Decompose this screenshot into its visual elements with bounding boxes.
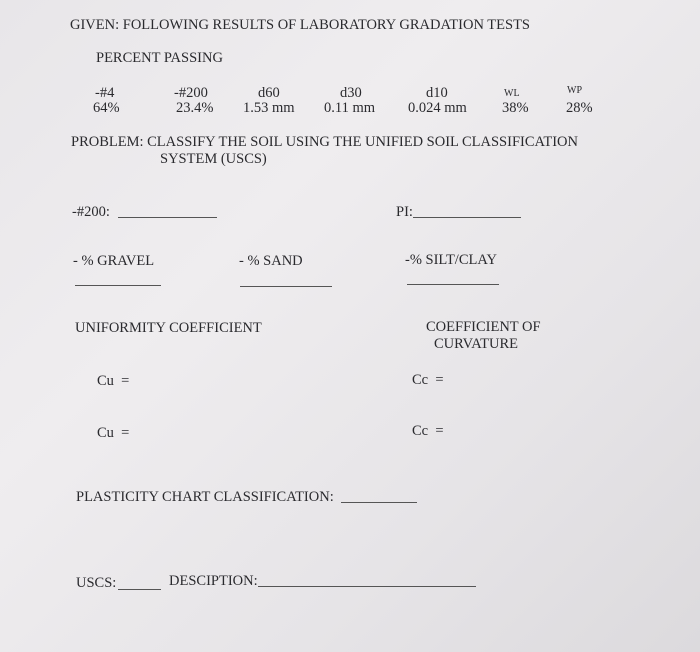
minus200-field-label: -#200:	[72, 204, 110, 220]
description-answer-line[interactable]	[258, 586, 476, 587]
sand-field-label: - % SAND	[239, 253, 303, 269]
given-wp-value: 28%	[566, 100, 593, 116]
problem-statement-line2: SYSTEM (USCS)	[160, 151, 267, 167]
sand-answer-line[interactable]	[240, 286, 332, 287]
pi-answer-line[interactable]	[413, 217, 521, 218]
curvature-heading-line2: CURVATURE	[434, 336, 518, 352]
given-wl-value: 38%	[502, 100, 529, 116]
given-d30-label: d30	[340, 85, 362, 101]
silt-clay-field-label: -% SILT/CLAY	[405, 252, 497, 268]
given-minus200-label: -#200	[174, 85, 208, 101]
given-d10-label: d10	[426, 85, 448, 101]
given-d60-label: d60	[258, 85, 280, 101]
given-d30-value: 0.11 mm	[324, 100, 376, 116]
gravel-answer-line[interactable]	[75, 285, 161, 286]
given-minus200-value: 23.4%	[176, 100, 214, 116]
silt-clay-answer-line[interactable]	[407, 284, 499, 285]
given-minus4-value: 64%	[93, 100, 120, 116]
uniformity-coefficient-heading: UNIFORMITY COEFFICIENT	[75, 320, 262, 336]
uscs-answer-line[interactable]	[118, 589, 161, 590]
worksheet-title: GIVEN: FOLLOWING RESULTS OF LABORATORY GRADATION TESTS	[70, 17, 530, 33]
plasticity-chart-label: PLASTICITY CHART CLASSIFICATION:	[76, 489, 334, 505]
plasticity-answer-line[interactable]	[341, 502, 417, 503]
given-minus4-label: -#4	[95, 85, 115, 101]
cu-field-2: Cu =	[97, 425, 130, 441]
given-wp-label: WP	[567, 85, 582, 96]
cu-field-1: Cu =	[97, 373, 130, 389]
problem-statement-line1: PROBLEM: CLASSIFY THE SOIL USING THE UNIFIED SOIL CLASSIFICATION	[71, 134, 578, 150]
cc-field-1: Cc =	[412, 372, 444, 388]
curvature-heading-line1: COEFFICIENT OF	[426, 319, 541, 335]
description-field-label: DESCIPTION:	[169, 573, 258, 589]
given-wl-label: WL	[504, 88, 520, 99]
given-d10-value: 0.024 mm	[408, 100, 467, 116]
pi-field-label: PI:	[396, 204, 413, 220]
minus200-answer-line[interactable]	[118, 217, 217, 218]
percent-passing-label: PERCENT PASSING	[96, 50, 223, 66]
gravel-field-label: - % GRAVEL	[73, 253, 155, 269]
uscs-field-label: USCS:	[76, 575, 117, 591]
given-d60-value: 1.53 mm	[243, 100, 295, 116]
cc-field-2: Cc =	[412, 423, 444, 439]
